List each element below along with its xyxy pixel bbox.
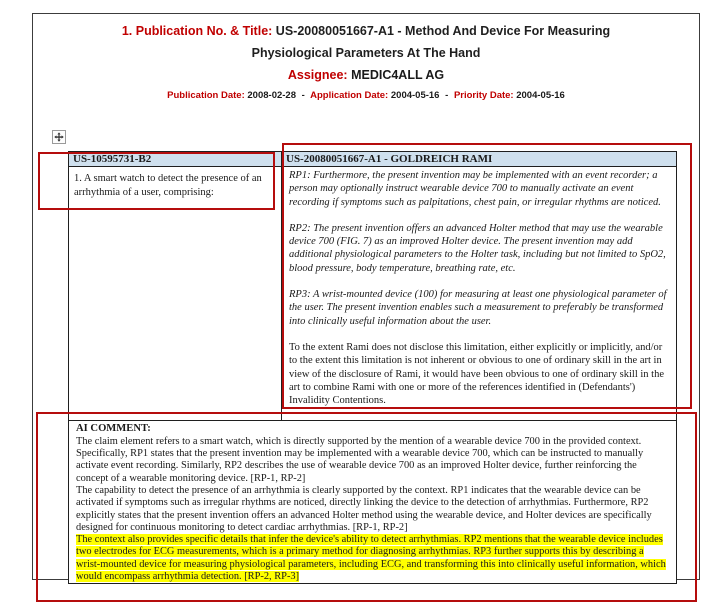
reference-passage-rp1: RP1: Furthermore, the present invention may be implemented with an event recorder; a person may optionally instruct wearable device 700 to manually activate an event recording if symptoms such as palpitations, chest pain, or irregular rhythms are noticed. xyxy=(289,170,661,208)
claim-chart-table xyxy=(68,151,677,584)
priority-date-value: 2004-05-16 xyxy=(516,90,565,101)
assignee-line xyxy=(40,64,692,86)
application-date-value: 2004-05-16 xyxy=(390,90,440,101)
reference-passages-cell xyxy=(282,167,677,421)
assignee-value: MEDIC4ALL AG xyxy=(351,68,445,82)
ai-comment-paragraph-2: The capability to detect the presence of an arrhythmia is clearly supported by the context. RP1 indicates that the wearable device can be activated if symptoms such as irregular rhythms are noticed, directly linking the device to the detection of arrhythmias. Furthermore, RP2 explicitly states that the present invention offers an advanced Holter method using the wearable device, and Holter devices are specifically designed for continuous monitoring to detect cardiac arrhythmias. [RP-1, RP-2] xyxy=(76,484,652,533)
publication-title-line1 xyxy=(40,20,692,42)
ai-comment-row xyxy=(69,421,677,584)
claim-text-cell: 1. A smart watch to detect the presence of an arrhythmia of a user, comprising: xyxy=(69,167,282,421)
ai-comment-heading: AI COMMENT: xyxy=(76,423,151,435)
dates-line xyxy=(40,87,692,105)
assignee-label: Assignee: xyxy=(287,68,348,82)
obviousness-conclusion-paragraph: To the extent Rami does not disclose this limitation, either explicitly or implicitly, and/or to the extent this limitation is not inherent or obvious to one of ordinary skill in the art in view of the disclosure of Rami, it would have been obvious to one of ordinary skill in the art to combine Rami with one or more of the references identified in (Defendants') Invalidity Contentions. xyxy=(289,341,665,407)
document-header xyxy=(40,20,692,105)
publication-date-value: 2008-02-28 xyxy=(247,90,296,101)
four-way-move-icon xyxy=(54,132,64,142)
highlighted-text: The context also provides specific details that infer the device's ability to detect arrhythmias. RP2 mentions that the wearable device includes two electrodes for ECG measurements, which is a primary method for diagnosing arrhythmias. RP3 further supports this by describing a wrist-mounted device for measuring physiological parameters, including ECG, and transforming this into clinically useful information, which would encompass arrhythmia detection. [RP-2, RP-3] xyxy=(76,534,666,583)
reference-passage-rp2: RP2: The present invention offers an advanced Holter method that may use the wearable device 700 (FIG. 7) as an improved Holter device. The present invention may add additional physiological parameters to the Holter task, including but not limited to SpO2, blood pressure, body temperature, breathing rate, etc. xyxy=(289,222,666,274)
ai-comment-paragraph-1: The claim element refers to a smart watch, which is directly supported by the mention of a wearable device 700 in the provided context. Specifically, RP1 states that the present invention may be implemented with a wearable device 700, which can be instructed to manually activate event recording. Similarly, RP2 describes the use of wearable device 700 as an improved Holter device, further reinforcing the concept of a wearable monitoring device. [RP-1, RP-2] xyxy=(76,435,644,484)
date-separator: - xyxy=(445,90,449,101)
publication-date-label: Publication Date: xyxy=(167,90,245,101)
table-header-row xyxy=(69,152,677,167)
publication-title-line2: Physiological Parameters At The Hand xyxy=(251,46,481,60)
reference-passage-rp3: RP3: A wrist-mounted device (100) for measuring at least one physiological parameter of the user. The present invention enables such a measurement to preferably be transformed into clinically useful information about the user. xyxy=(289,289,667,327)
ai-comment-highlighted-paragraph xyxy=(76,534,670,583)
priority-date-label: Priority Date: xyxy=(453,90,514,101)
reference-patent-header: US-20080051667-A1 - GOLDREICH RAMI xyxy=(282,152,677,167)
subject-patent-header: US-10595731-B2 xyxy=(69,152,282,167)
table-move-handle[interactable] xyxy=(52,130,66,144)
date-separator: - xyxy=(301,90,305,101)
application-date-label: Application Date: xyxy=(310,90,389,101)
table-body-row xyxy=(69,167,677,421)
publication-title-value: US-20080051667-A1 - Method And Device For Measuring xyxy=(275,24,611,38)
ai-comment-cell xyxy=(69,421,677,584)
publication-title-label: 1. Publication No. & Title: xyxy=(121,24,273,38)
